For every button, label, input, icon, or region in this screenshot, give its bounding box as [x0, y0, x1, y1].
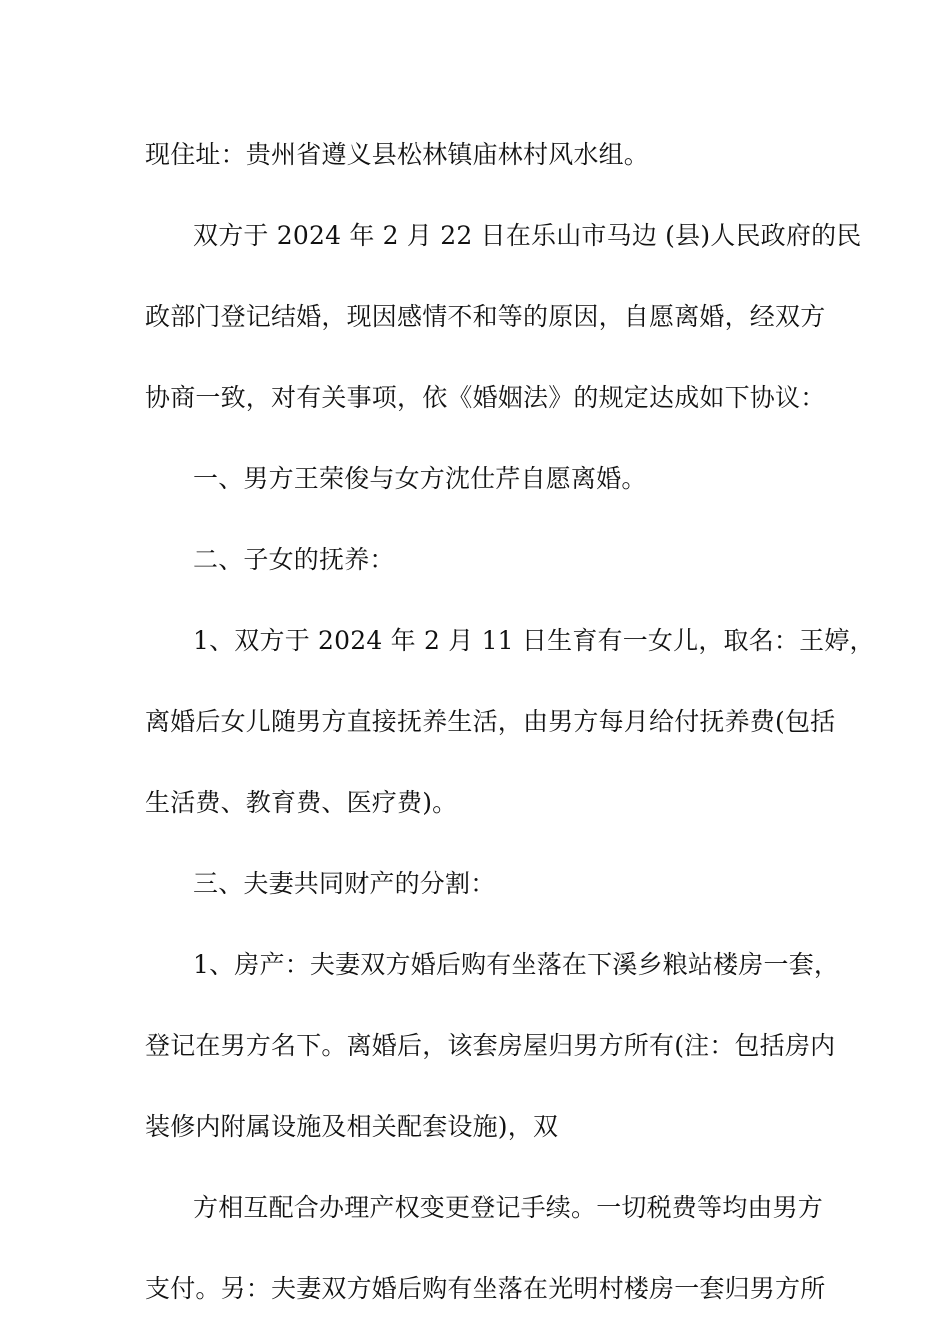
paragraph-gap	[145, 830, 815, 857]
paragraph-gap	[145, 182, 815, 209]
paragraph-gap	[145, 992, 815, 1019]
text-line: 政部门登记结婚，现因感情不和等的原因，自愿离婚，经双方	[145, 302, 826, 331]
text-line: 一、男方王荣俊与女方沈仕芹自愿离婚。	[193, 464, 647, 493]
text-line: 1、房产：夫妻双方婚后购有坐落在下溪乡粮站楼房一套，	[193, 950, 840, 979]
document-body	[145, 128, 875, 1316]
paragraph-gap	[145, 344, 815, 371]
paragraph-gap	[145, 425, 815, 452]
paragraph-gap	[145, 1073, 815, 1100]
text-line: 生活费、教育费、医疗费)。	[145, 788, 458, 817]
text-line: 二、子女的抚养：	[193, 545, 395, 574]
paragraph-gap	[145, 263, 815, 290]
paragraph-gap	[145, 911, 815, 938]
text-line: 方相互配合办理产权变更登记手续。一切税费等均由男方	[193, 1193, 824, 1222]
paragraph-gap	[145, 1235, 815, 1262]
text-line: 登记在男方名下。离婚后，该套房屋归男方所有(注：包括房内	[145, 1031, 836, 1060]
text-line: 双方于 2024 年 2 月 22 日在乐山市马边 (县)人民政府的民	[193, 221, 862, 250]
text-line: 协商一致，对有关事项，依《婚姻法》的规定达成如下协议：	[145, 383, 826, 412]
text-line: 1、双方于 2024 年 2 月 11 日生育有一女儿，取名：王婷，	[193, 626, 875, 655]
paragraph-gap	[145, 506, 815, 533]
paragraph-gap	[145, 1154, 815, 1181]
paragraph-gap	[145, 749, 815, 776]
text-line: 装修内附属设施及相关配套设施)，双	[145, 1112, 559, 1141]
paragraph-gap	[145, 668, 815, 695]
text-line: 支付。另：夫妻双方婚后购有坐落在光明村楼房一套归男方所	[145, 1274, 826, 1303]
text-line: 三、夫妻共同财产的分割：	[193, 869, 496, 898]
paragraph-gap	[145, 587, 815, 614]
text-line: 离婚后女儿随男方直接抚养生活，由男方每月给付抚养费(包括	[145, 707, 836, 736]
text-line: 现住址：贵州省遵义县松林镇庙林村风水组。	[145, 140, 650, 169]
